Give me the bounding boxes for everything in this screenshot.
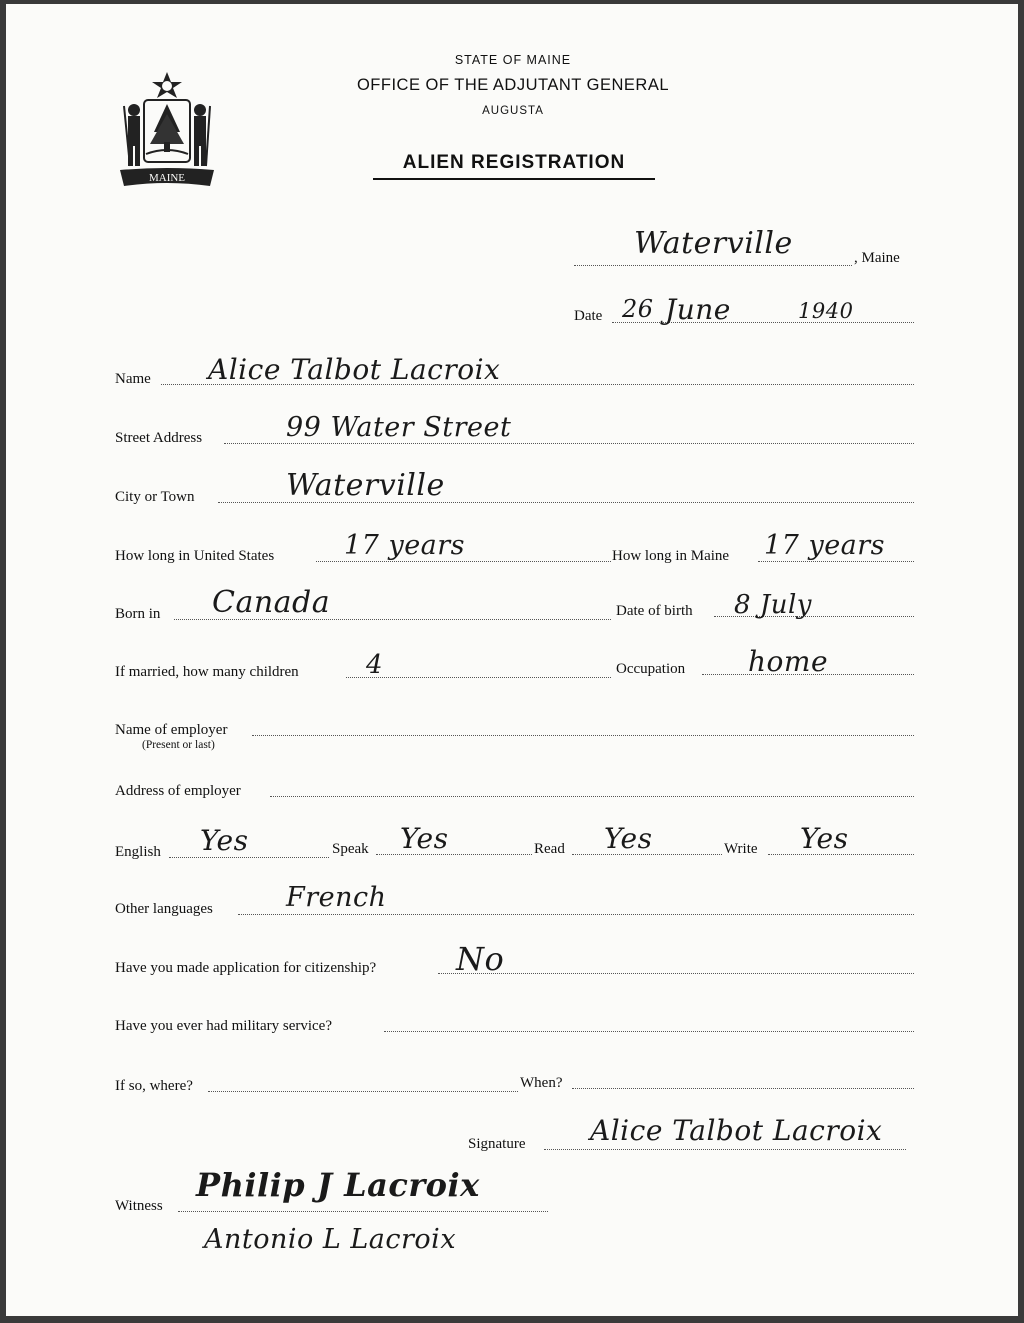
- how-long-us-line: [316, 561, 611, 562]
- citizenship-label: Have you made application for citizenship?: [115, 960, 377, 976]
- children-line: [346, 677, 611, 678]
- street-address-label: Street Address: [115, 430, 203, 446]
- date-line: [612, 322, 914, 323]
- other-languages-value: French: [286, 882, 387, 913]
- how-long-maine-value: 17 years: [764, 530, 886, 561]
- employer-address-line: [270, 796, 914, 797]
- street-address-line: [224, 443, 914, 444]
- military-label: Have you ever had military service?: [115, 1018, 332, 1034]
- how-long-maine-line: [758, 561, 914, 562]
- occupation-label: Occupation: [616, 661, 686, 677]
- date-day-value: 26: [622, 295, 654, 323]
- english-line: [169, 857, 329, 858]
- english-value: Yes: [200, 824, 249, 857]
- read-label: Read: [534, 841, 565, 857]
- military-line: [384, 1031, 914, 1032]
- occupation-value: home: [748, 645, 829, 678]
- witness-1-value: Philip J Lacroix: [196, 1166, 480, 1204]
- citizenship-value: No: [456, 940, 505, 978]
- title-underline: [373, 178, 655, 180]
- read-value: Yes: [604, 822, 653, 855]
- date-month-value: June: [665, 293, 731, 326]
- children-label: If married, how many children: [115, 664, 299, 680]
- seal-banner-text: MAINE: [148, 172, 186, 184]
- how-long-us-value: 17 years: [344, 530, 466, 561]
- other-languages-label: Other languages: [115, 901, 213, 917]
- how-long-maine-label: How long in Maine: [612, 548, 730, 564]
- city-label: City or Town: [115, 489, 195, 505]
- header-city: AUGUSTA: [482, 105, 544, 117]
- speak-label: Speak: [332, 841, 369, 857]
- registration-form: [6, 4, 1018, 1316]
- date-label: Date: [574, 308, 603, 324]
- signature-line: [544, 1149, 906, 1150]
- write-label: Write: [724, 841, 758, 857]
- where-label: If so, where?: [115, 1078, 193, 1094]
- signature-label: Signature: [468, 1136, 526, 1152]
- city-value: Waterville: [286, 468, 445, 503]
- name-value: Alice Talbot Lacroix: [208, 353, 501, 386]
- speak-value: Yes: [400, 822, 449, 855]
- citizenship-line: [438, 973, 914, 974]
- signature-value: Alice Talbot Lacroix: [590, 1114, 883, 1147]
- date-of-birth-label: Date of birth: [616, 603, 693, 619]
- born-in-value: Canada: [212, 585, 331, 620]
- write-value: Yes: [800, 822, 849, 855]
- header-state: STATE OF MAINE: [454, 53, 572, 67]
- employer-name-label: Name of employer: [115, 722, 228, 738]
- employer-address-label: Address of employer: [115, 783, 241, 799]
- witness-label: Witness: [115, 1198, 163, 1214]
- where-line: [208, 1091, 518, 1092]
- date-year-value: 1940: [798, 299, 854, 323]
- witness-2-value: Antonio L Lacroix: [204, 1224, 457, 1255]
- maine-suffix: , Maine: [854, 250, 900, 266]
- born-in-label: Born in: [115, 606, 161, 622]
- date-of-birth-value: 8 July: [734, 590, 812, 620]
- children-value: 4: [366, 650, 384, 680]
- street-address-value: 99 Water Street: [286, 412, 512, 443]
- state-seal-icon: [116, 70, 218, 194]
- when-line: [572, 1088, 914, 1089]
- employer-name-line: [252, 735, 914, 736]
- other-languages-line: [238, 914, 914, 915]
- town-line: [574, 265, 852, 266]
- english-label: English: [115, 844, 161, 860]
- name-label: Name: [115, 371, 151, 387]
- employer-note: (Present or last): [142, 739, 215, 751]
- form-title: ALIEN REGISTRATION: [402, 152, 626, 173]
- header-office: OFFICE OF THE ADJUTANT GENERAL: [356, 76, 670, 94]
- when-label: When?: [520, 1075, 563, 1091]
- how-long-us-label: How long in United States: [115, 548, 275, 564]
- witness-line: [178, 1211, 548, 1212]
- town-value: Waterville: [634, 226, 793, 261]
